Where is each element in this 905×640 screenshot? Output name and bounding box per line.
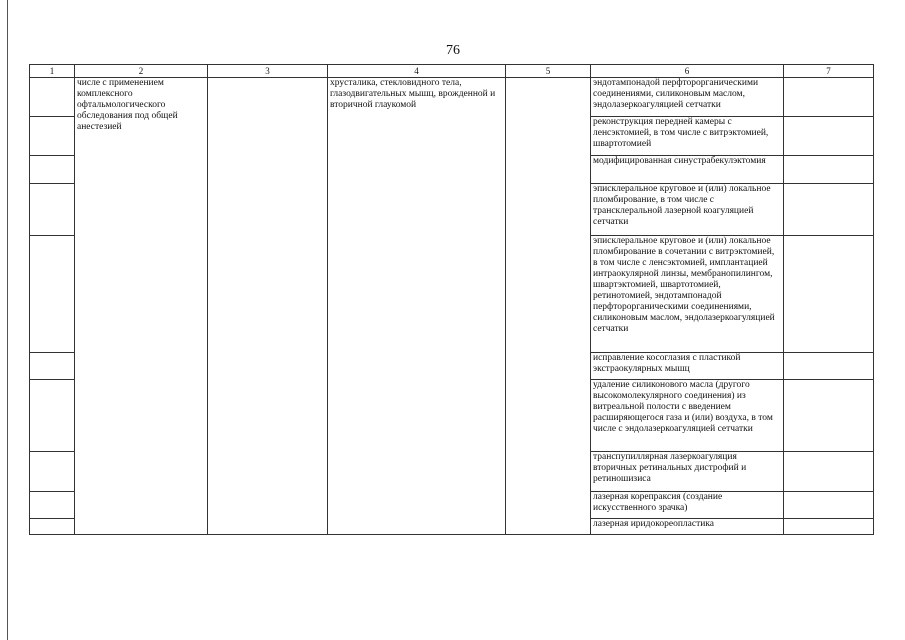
cell-col-7: [784, 117, 874, 156]
procedure-cell: эписклеральное круговое и (или) локальное пломбирование в сочетании с витрэктомией, в том числе с ленсэктомией, имплантацией интраокулярной линзы, мембранопилингом, швартэктомией, швартотомией, ретинотомией, эндотампонадой перфторорганическими соединениями, силиконовым маслом, эндолазеркоагуляцией сетчатки: [591, 236, 784, 353]
header-col-1: 1: [30, 65, 75, 78]
cell-col-2-merged: числе с применением комплексного офтальмологического обследования под общей анестезией: [75, 78, 208, 535]
procedures-table: [29, 64, 874, 535]
cell-col-1: [30, 380, 75, 452]
procedure-cell: транспупиллярная лазеркоагуляция вторичных ретинальных дистрофий и ретиношизиса: [591, 452, 784, 492]
procedure-cell: исправление косоглазия с пластикой экстраокулярных мышц: [591, 353, 784, 380]
header-row: [30, 65, 874, 78]
cell-col-7: [784, 184, 874, 236]
cell-col-1: [30, 353, 75, 380]
procedure-cell: эписклеральное круговое и (или) локальное пломбирование, в том числе с трансклеральной лазерной коагуляцией сетчатки: [591, 184, 784, 236]
cell-col-1: [30, 236, 75, 353]
procedure-cell: лазерная корепраксия (создание искусственного зрачка): [591, 492, 784, 519]
cell-col-7: [784, 78, 874, 117]
procedure-cell: эндотампонадой перфторорганическими соединениями, силиконовым маслом, эндолазеркоагуляцией сетчатки: [591, 78, 784, 117]
cell-col-4-merged: хрусталика, стекловидного тела, глазодвигательных мышц, врожденной и вторичной глаукомой: [328, 78, 506, 535]
procedure-cell: модифицированная синустрабекулэктомия: [591, 156, 784, 184]
cell-col-7: [784, 519, 874, 535]
cell-col-1: [30, 452, 75, 492]
header-col-4: 4: [328, 65, 506, 78]
header-col-7: 7: [784, 65, 874, 78]
header-col-3: 3: [208, 65, 328, 78]
header-col-5: 5: [506, 65, 591, 78]
cell-col-1: [30, 156, 75, 184]
procedure-cell: реконструкция передней камеры с ленсэктомией, в том числе с витрэктомией, швартотомией: [591, 117, 784, 156]
cell-col-1: [30, 519, 75, 535]
header-col-6: 6: [591, 65, 784, 78]
page-number: 76: [446, 43, 460, 58]
cell-col-1: [30, 78, 75, 117]
cell-col-7: [784, 156, 874, 184]
cell-col-7: [784, 353, 874, 380]
table-row: [30, 78, 874, 117]
cell-col-1: [30, 117, 75, 156]
cell-col-7: [784, 452, 874, 492]
procedure-cell: удаление силиконового масла (другого высокомолекулярного соединения) из витреальной полости с введением расширяющегося газа и (или) воздуха, в том числе с эндолазеркоагуляцией сетчатки: [591, 380, 784, 452]
header-col-2: 2: [75, 65, 208, 78]
cell-col-3-merged: [208, 78, 328, 535]
page-left-border: [7, 0, 8, 640]
cell-col-7: [784, 492, 874, 519]
cell-col-1: [30, 184, 75, 236]
cell-col-1: [30, 492, 75, 519]
cell-col-5-merged: [506, 78, 591, 535]
cell-col-7: [784, 380, 874, 452]
cell-col-7: [784, 236, 874, 353]
procedure-cell: лазерная иридокореопластика: [591, 519, 784, 535]
